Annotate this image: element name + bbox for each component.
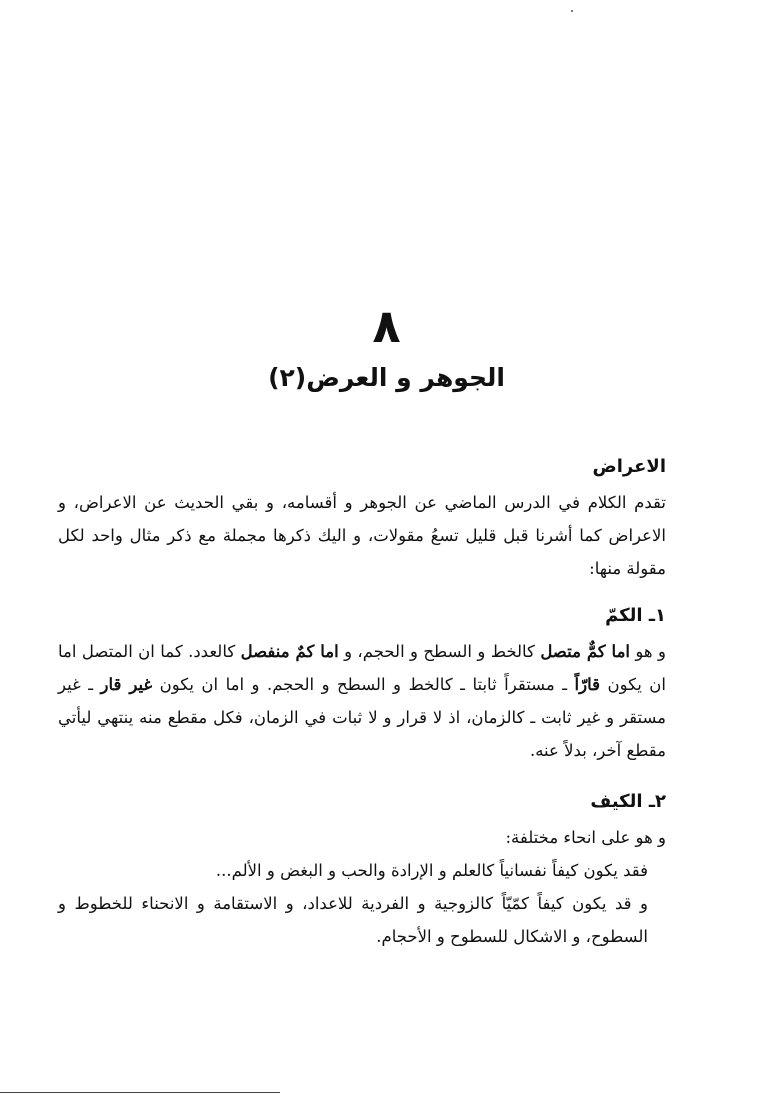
quality-quantitative: و قد يكون كيفاً كمّيّاً كالزوجية و الفردية للاعداد، و الاستقامة و الانحناء للخطوط و السطوح، و الاشكال للسطوح و الأحجام. <box>58 894 648 946</box>
section-gap <box>58 767 666 783</box>
section-heading-quality: ٢ـ الكيف <box>590 791 666 812</box>
continuous-quantity-term: اما كمٌّ متصل <box>540 642 631 661</box>
quantity-text-2: كالخط و السطح و الحجم، و <box>338 642 541 661</box>
quality-psychological: فقد يكون كيفاً نفسانياً كالعلم و الإرادة والحب و البغض و الألم... <box>215 861 648 880</box>
section-heading-accidents: الاعراض <box>592 456 666 477</box>
stable-term: قارّاً <box>574 675 600 694</box>
intro-paragraph: تقدم الكلام في الدرس الماضي عن الجوهر و أقسامه، و بقي الحديث عن الاعراض، و الاعراض كما أشرنا قبل قليل تسعُ مقولات، و اليك ذكرها مجملة مع ذكر مثال واحد لكل مقولة منها: <box>58 493 666 578</box>
scan-speck <box>571 10 573 12</box>
bottom-rule <box>0 1092 280 1093</box>
quantity-text-4: ـ مستقراً ثابتا ـ كالخط و السطح و الحجم. و اما ان يكون <box>152 675 575 694</box>
section-gap <box>58 585 666 597</box>
quantity-paragraph <box>58 635 666 767</box>
quantity-text-5: ـ غير مستقر و غير ثابت ـ كالزمان، اذ لا قرار و لا ثبات في الزمان، فكل مقطع منه ينتهي ليأتي مقطع آخر، بدلاً عنه. <box>58 675 666 760</box>
chapter-title: الجوهر و العرض(٢) <box>268 363 505 392</box>
chapter-number: ٨ <box>372 299 401 353</box>
unstable-term: غير قار <box>100 675 153 694</box>
quantity-text-3: كالعدد. كما ان المتصل اما ان يكون <box>58 642 667 694</box>
page-body <box>58 448 666 953</box>
quality-intro: و هو على انحاء مختلفة: <box>505 828 666 847</box>
quantity-text-1: و هو <box>630 642 667 661</box>
discrete-quantity-term: اما كمٌ منفصل <box>240 642 339 661</box>
section-heading-quantity: ١ـ الكمّ <box>605 605 666 626</box>
